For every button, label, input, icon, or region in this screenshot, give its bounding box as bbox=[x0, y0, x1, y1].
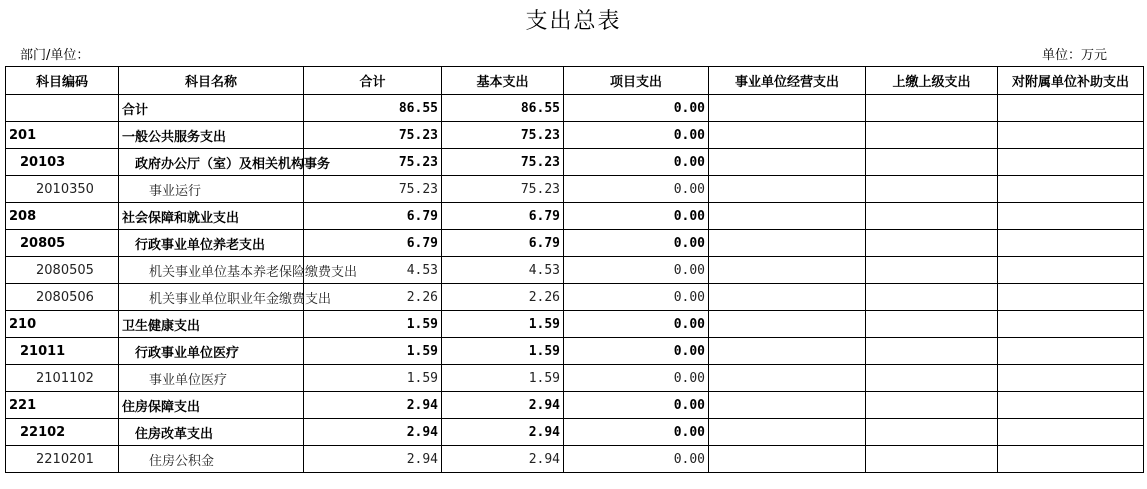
name-cell: 事业单位医疗 bbox=[119, 365, 304, 392]
code-cell: 21011 bbox=[6, 338, 119, 365]
operating-cell bbox=[709, 230, 866, 257]
table-row bbox=[6, 176, 1144, 203]
basic-cell: 2.94 bbox=[442, 392, 564, 419]
basic-cell: 75.23 bbox=[442, 122, 564, 149]
project-cell: 0.00 bbox=[564, 311, 709, 338]
basic-cell: 1.59 bbox=[442, 338, 564, 365]
remit-cell bbox=[866, 149, 998, 176]
table-row bbox=[6, 203, 1144, 230]
remit-cell bbox=[866, 284, 998, 311]
name-cell: 机关事业单位职业年金缴费支出 bbox=[119, 284, 304, 311]
table-row bbox=[6, 446, 1144, 473]
header-subsidy: 对附属单位补助支出 bbox=[998, 67, 1144, 95]
table-row bbox=[6, 365, 1144, 392]
subsidy-cell bbox=[998, 338, 1144, 365]
header-name: 科目名称 bbox=[119, 67, 304, 95]
subsidy-cell bbox=[998, 419, 1144, 446]
remit-cell bbox=[866, 338, 998, 365]
header-remit: 上缴上级支出 bbox=[866, 67, 998, 95]
table-row bbox=[6, 95, 1144, 122]
project-cell: 0.00 bbox=[564, 392, 709, 419]
code-cell: 221 bbox=[6, 392, 119, 419]
code-cell: 210 bbox=[6, 311, 119, 338]
operating-cell bbox=[709, 365, 866, 392]
report-title: 支出总表 bbox=[525, 9, 622, 34]
operating-cell bbox=[709, 257, 866, 284]
name-cell: 机关事业单位基本养老保险缴费支出 bbox=[119, 257, 304, 284]
operating-cell bbox=[709, 149, 866, 176]
remit-cell bbox=[866, 446, 998, 473]
code-cell: 208 bbox=[6, 203, 119, 230]
operating-cell bbox=[709, 311, 866, 338]
table-row bbox=[6, 392, 1144, 419]
code-cell: 20103 bbox=[6, 149, 119, 176]
code-cell: 201 bbox=[6, 122, 119, 149]
name-cell: 住房改革支出 bbox=[119, 419, 304, 446]
code-cell: 2010350 bbox=[6, 176, 119, 203]
total-cell: 4.53 bbox=[304, 257, 442, 284]
code-cell: 2101102 bbox=[6, 365, 119, 392]
subsidy-cell bbox=[998, 284, 1144, 311]
name-cell: 卫生健康支出 bbox=[119, 311, 304, 338]
remit-cell bbox=[866, 203, 998, 230]
table-row bbox=[6, 149, 1144, 176]
header-project: 项目支出 bbox=[564, 67, 709, 95]
table-row bbox=[6, 311, 1144, 338]
subsidy-cell bbox=[998, 230, 1144, 257]
name-cell: 一般公共服务支出 bbox=[119, 122, 304, 149]
basic-cell: 75.23 bbox=[442, 149, 564, 176]
code-cell: 22102 bbox=[6, 419, 119, 446]
code-cell bbox=[6, 95, 119, 122]
basic-cell: 2.26 bbox=[442, 284, 564, 311]
project-cell: 0.00 bbox=[564, 176, 709, 203]
subsidy-cell bbox=[998, 365, 1144, 392]
code-cell: 2080505 bbox=[6, 257, 119, 284]
subsidy-cell bbox=[998, 311, 1144, 338]
basic-cell: 75.23 bbox=[442, 176, 564, 203]
name-cell: 政府办公厅（室）及相关机构事务 bbox=[119, 149, 304, 176]
name-cell: 合计 bbox=[119, 95, 304, 122]
subsidy-cell bbox=[998, 257, 1144, 284]
remit-cell bbox=[866, 176, 998, 203]
table-row bbox=[6, 284, 1144, 311]
remit-cell bbox=[866, 122, 998, 149]
project-cell: 0.00 bbox=[564, 149, 709, 176]
name-cell: 行政事业单位医疗 bbox=[119, 338, 304, 365]
header-code: 科目编码 bbox=[6, 67, 119, 95]
expenditure-table bbox=[5, 66, 1144, 473]
remit-cell bbox=[866, 419, 998, 446]
code-cell: 2080506 bbox=[6, 284, 119, 311]
remit-cell bbox=[866, 311, 998, 338]
code-cell: 20805 bbox=[6, 230, 119, 257]
operating-cell bbox=[709, 338, 866, 365]
project-cell: 0.00 bbox=[564, 446, 709, 473]
basic-cell: 1.59 bbox=[442, 365, 564, 392]
subsidy-cell bbox=[998, 392, 1144, 419]
header-row bbox=[6, 67, 1144, 95]
remit-cell bbox=[866, 257, 998, 284]
basic-cell: 86.55 bbox=[442, 95, 564, 122]
subsidy-cell bbox=[998, 176, 1144, 203]
operating-cell bbox=[709, 95, 866, 122]
total-cell: 1.59 bbox=[304, 311, 442, 338]
basic-cell: 4.53 bbox=[442, 257, 564, 284]
operating-cell bbox=[709, 122, 866, 149]
project-cell: 0.00 bbox=[564, 203, 709, 230]
name-cell: 行政事业单位养老支出 bbox=[119, 230, 304, 257]
basic-cell: 2.94 bbox=[442, 446, 564, 473]
header-basic: 基本支出 bbox=[442, 67, 564, 95]
table-row bbox=[6, 338, 1144, 365]
basic-cell: 6.79 bbox=[442, 203, 564, 230]
operating-cell bbox=[709, 176, 866, 203]
subsidy-cell bbox=[998, 203, 1144, 230]
total-cell: 1.59 bbox=[304, 338, 442, 365]
project-cell: 0.00 bbox=[564, 95, 709, 122]
project-cell: 0.00 bbox=[564, 122, 709, 149]
subsidy-cell bbox=[998, 446, 1144, 473]
remit-cell bbox=[866, 392, 998, 419]
total-cell: 75.23 bbox=[304, 176, 442, 203]
operating-cell bbox=[709, 419, 866, 446]
basic-cell: 2.94 bbox=[442, 419, 564, 446]
name-cell: 社会保障和就业支出 bbox=[119, 203, 304, 230]
table-row bbox=[6, 230, 1144, 257]
total-cell: 1.59 bbox=[304, 365, 442, 392]
operating-cell bbox=[709, 203, 866, 230]
remit-cell bbox=[866, 95, 998, 122]
name-cell: 住房保障支出 bbox=[119, 392, 304, 419]
project-cell: 0.00 bbox=[564, 230, 709, 257]
total-cell: 86.55 bbox=[304, 95, 442, 122]
total-cell: 2.94 bbox=[304, 446, 442, 473]
operating-cell bbox=[709, 392, 866, 419]
table-row bbox=[6, 419, 1144, 446]
operating-cell bbox=[709, 284, 866, 311]
table-row bbox=[6, 257, 1144, 284]
project-cell: 0.00 bbox=[564, 257, 709, 284]
project-cell: 0.00 bbox=[564, 365, 709, 392]
project-cell: 0.00 bbox=[564, 338, 709, 365]
operating-cell bbox=[709, 446, 866, 473]
remit-cell bbox=[866, 365, 998, 392]
name-cell: 事业运行 bbox=[119, 176, 304, 203]
header-operating: 事业单位经营支出 bbox=[709, 67, 866, 95]
total-cell: 6.79 bbox=[304, 203, 442, 230]
basic-cell: 6.79 bbox=[442, 230, 564, 257]
total-cell: 6.79 bbox=[304, 230, 442, 257]
name-cell: 住房公积金 bbox=[119, 446, 304, 473]
basic-cell: 1.59 bbox=[442, 311, 564, 338]
subsidy-cell bbox=[998, 95, 1144, 122]
code-cell: 2210201 bbox=[6, 446, 119, 473]
table-row bbox=[6, 122, 1144, 149]
total-cell: 75.23 bbox=[304, 122, 442, 149]
project-cell: 0.00 bbox=[564, 284, 709, 311]
subsidy-cell bbox=[998, 122, 1144, 149]
total-cell: 2.26 bbox=[304, 284, 442, 311]
project-cell: 0.00 bbox=[564, 419, 709, 446]
total-cell: 75.23 bbox=[304, 149, 442, 176]
header-total: 合计 bbox=[304, 67, 442, 95]
unit-label: 单位：万元 bbox=[1041, 48, 1107, 63]
total-cell: 2.94 bbox=[304, 392, 442, 419]
remit-cell bbox=[866, 230, 998, 257]
subsidy-cell bbox=[998, 149, 1144, 176]
total-cell: 2.94 bbox=[304, 419, 442, 446]
department-label: 部门/单位： bbox=[20, 48, 90, 63]
